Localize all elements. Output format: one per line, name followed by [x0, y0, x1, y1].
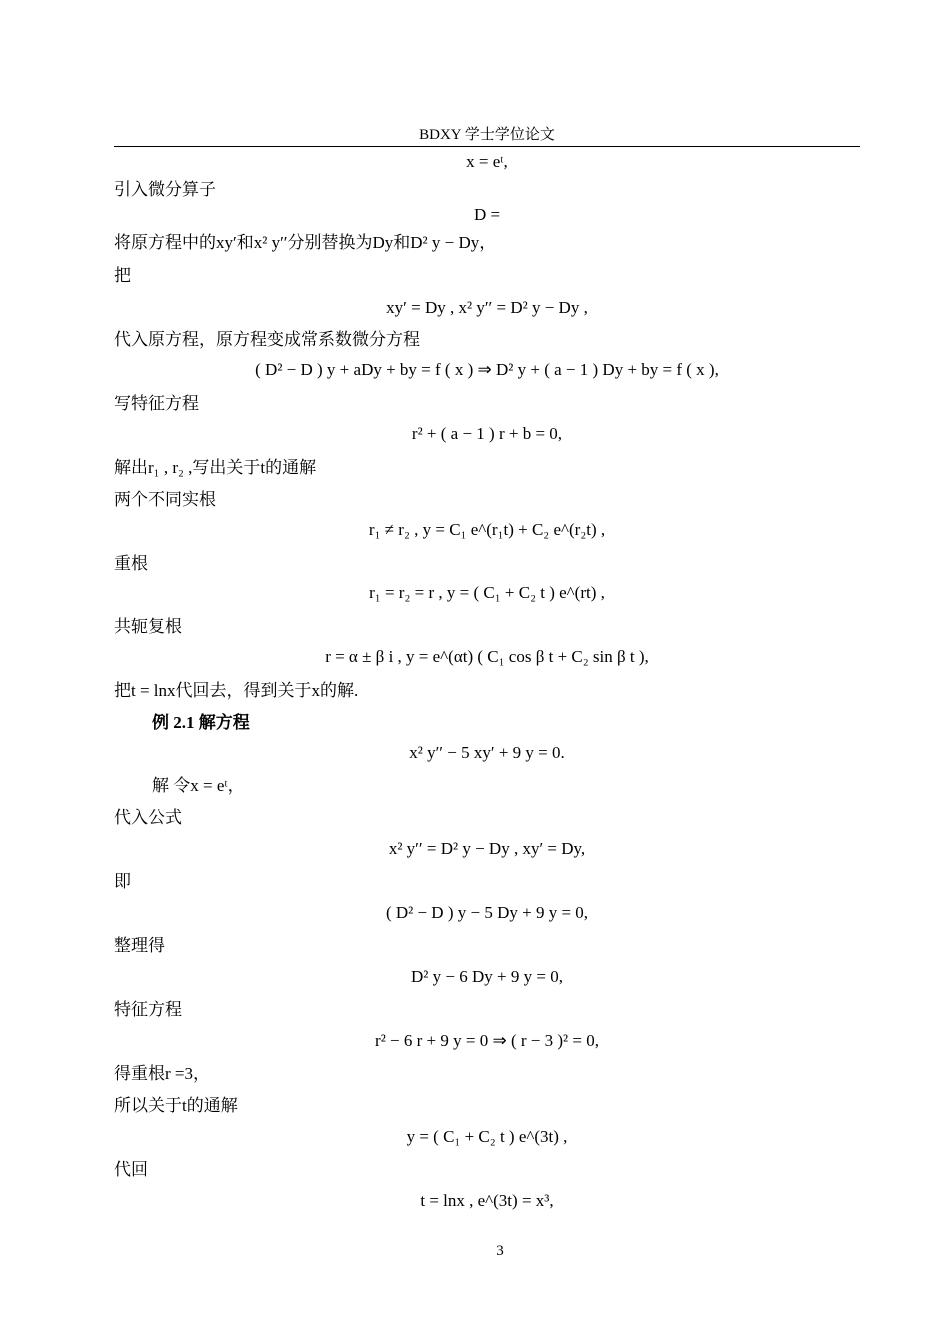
text-line: 所以关于t的通解 [114, 1096, 238, 1115]
formula: D² y − 6 Dy + 9 y = 0, [411, 967, 563, 986]
text-line: 代回 [114, 1160, 148, 1179]
formula-operator-def: D = [473, 205, 501, 224]
text-line: 把 [114, 266, 131, 285]
text-line: 代入原方程，原方程变成常系数微分方程 [114, 330, 420, 349]
text-line: 把t = lnx代回去，得到关于x的解. [114, 681, 359, 700]
text-line: 重根 [114, 554, 148, 573]
text-line: 两个不同实根 [114, 490, 216, 509]
page-header: BDXY 学士学位论文 [419, 127, 555, 143]
formula: r² + ( a − 1 ) r + b = 0, [411, 424, 563, 443]
formula: y = ( C₁ + C₂ t ) e^(3t) , [406, 1127, 568, 1146]
text-line: 代入公式 [114, 808, 182, 827]
formula: r₁ ≠ r₂ , y = C₁ e^(r₁t) + C₂ e^(r₂t) , [368, 520, 606, 539]
formula-substitution: x = eᵗ, [466, 152, 508, 171]
formula: ( D² − D ) y + aDy + by = f ( x ) ⇒ D² y + ( a − 1 ) Dy + by = f ( x ), [255, 360, 719, 379]
formula: r² − 6 r + 9 y = 0 ⇒ ( r − 3 )² = 0, [375, 1031, 599, 1050]
formula: ( D² − D ) y − 5 Dy + 9 y = 0, [385, 903, 589, 922]
formula: xy′ = Dy , x² y′′ = D² y − Dy , [386, 298, 588, 317]
header-rule [114, 146, 860, 147]
text-line: 将原方程中的xy′和x² y′′分别替换为Dy和D² y − Dy， [114, 233, 497, 252]
formula: x² y′′ − 5 xy′ + 9 y = 0. [409, 743, 565, 762]
formula: r = α ± β i , y = e^(αt) ( C₁ cos β t + C₂ sin β t ), [325, 647, 649, 666]
page-number: 3 [496, 1243, 504, 1259]
formula: x² y′′ = D² y − Dy , xy′ = Dy, [388, 839, 586, 858]
text-line: 整理得 [114, 936, 165, 955]
text-line: 共轭复根 [114, 617, 182, 636]
text-line: 得重根r =3， [114, 1064, 210, 1083]
text-line: 即 [114, 872, 131, 891]
formula: t = lnx , e^(3t) = x³, [420, 1191, 554, 1210]
formula: r₁ = r₂ = r , y = ( C₁ + C₂ t ) e^(rt) , [369, 583, 605, 602]
text-line: 引入微分算子 [114, 180, 216, 199]
text-line: 特征方程 [114, 1000, 182, 1019]
text-line: 写特征方程 [114, 394, 199, 413]
example-heading: 例 2.1 解方程 [152, 713, 250, 732]
text-line: 解出r₁ , r₂ ,写出关于t的通解 [114, 458, 317, 477]
solution-line: 解 令x = eᵗ， [152, 776, 245, 795]
